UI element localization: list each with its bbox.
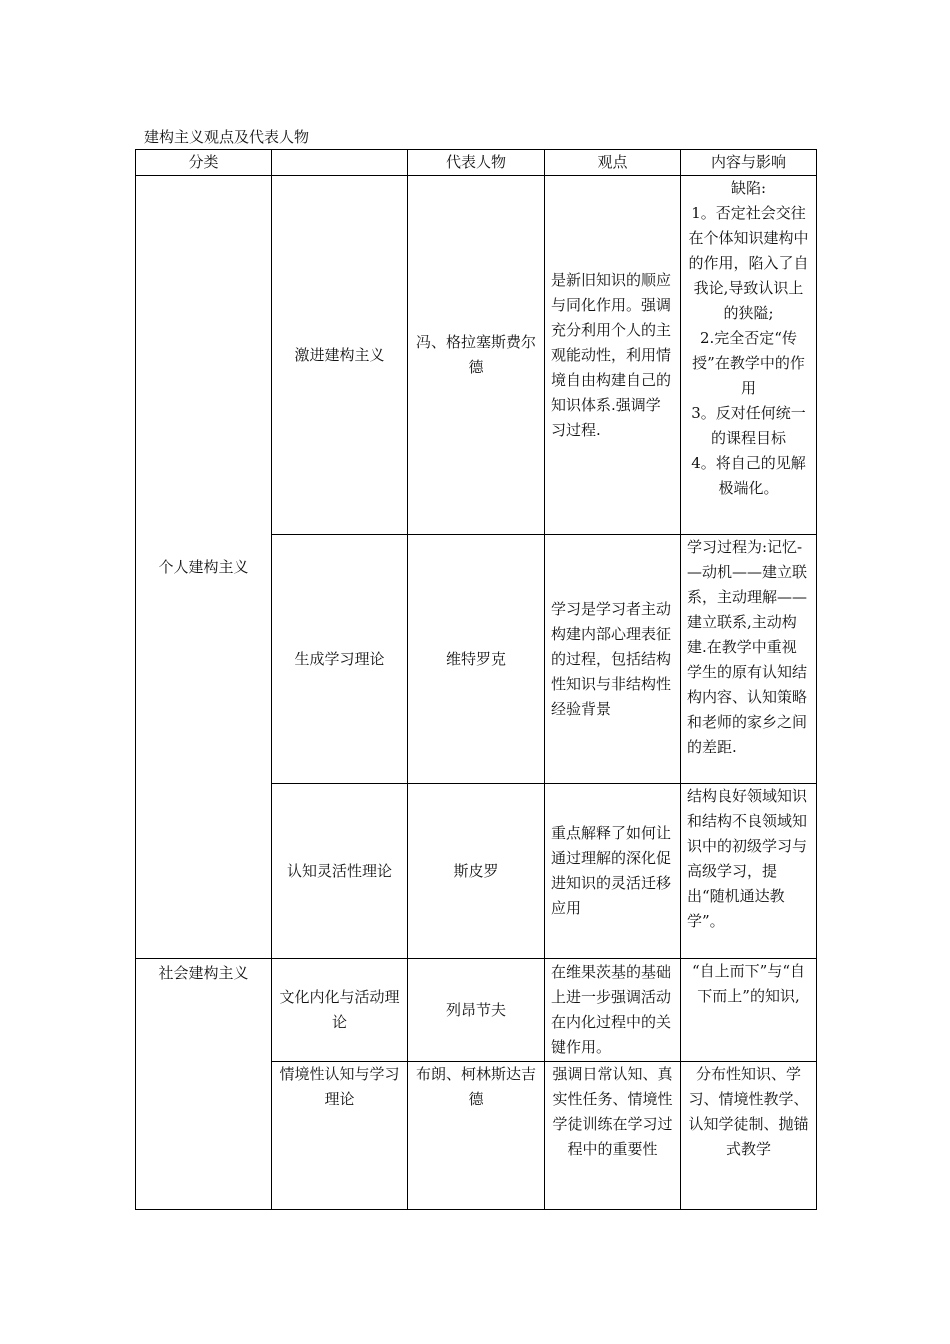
representative-cell: 冯、格拉塞斯费尔德 [408,176,545,535]
header-category: 分类 [136,150,272,176]
content-cell: 学习过程为:记忆-—动机——建立联系，主动理解——建立联系,主动构建.在教学中重视学生的原有认知结构内容、认知策略和老师的家乡之间的差距. [681,535,817,784]
theory-cell: 激进建构主义 [272,176,408,535]
table-row [136,959,817,1062]
table-row [136,176,817,535]
representative-cell: 布朗、柯林斯达吉德 [408,1062,545,1210]
header-content: 内容与影响 [681,150,817,176]
theory-cell: 认知灵活性理论 [272,784,408,959]
category-cell: 社会建构主义 [136,959,272,1210]
theory-cell: 生成学习理论 [272,535,408,784]
representative-cell: 斯皮罗 [408,784,545,959]
theory-cell: 文化内化与活动理论 [272,959,408,1062]
viewpoint-cell: 学习是学习者主动构建内部心理表征的过程，包括结构性知识与非结构性经验背景 [545,535,681,784]
content-cell: 缺陷: 1。否定社会交往在个体知识建构中的作用，陷入了自我论,导致认识上的狭隘; 2.完全否定“传授”在教学中的作用 3。反对任何统一的课程目标 4。将自己的见解极端化。 [681,176,817,535]
category-cell: 个人建构主义 [136,176,272,959]
representative-cell: 列昂节夫 [408,959,545,1062]
viewpoint-cell: 重点解释了如何让通过理解的深化促进知识的灵活迁移应用 [545,784,681,959]
representative-cell: 维特罗克 [408,535,545,784]
content-cell: “自上而下”与“自下而上”的知识, [681,959,817,1062]
header-representative: 代表人物 [408,150,545,176]
header-viewpoint: 观点 [545,150,681,176]
viewpoint-cell: 强调日常认知、真实性任务、情境性学徒训练在学习过程中的重要性 [545,1062,681,1210]
document-title: 建构主义观点及代表人物 [144,128,310,146]
content-cell: 结构良好领域知识和结构不良领域知识中的初级学习与高级学习，提出“随机通达教学”。 [681,784,817,959]
viewpoint-cell: 在维果茨基的基础上进一步强调活动在内化过程中的关键作用。 [545,959,681,1062]
constructivism-table [135,149,817,1210]
viewpoint-cell: 是新旧知识的顺应与同化作用。强调充分利用个人的主观能动性，利用情境自由构建自己的知识体系.强调学习过程. [545,176,681,535]
content-cell: 分布性知识、学习、情境性教学、认知学徒制、抛锚式教学 [681,1062,817,1210]
header-row [136,150,817,176]
header-theory [272,150,408,176]
theory-cell: 情境性认知与学习理论 [272,1062,408,1210]
